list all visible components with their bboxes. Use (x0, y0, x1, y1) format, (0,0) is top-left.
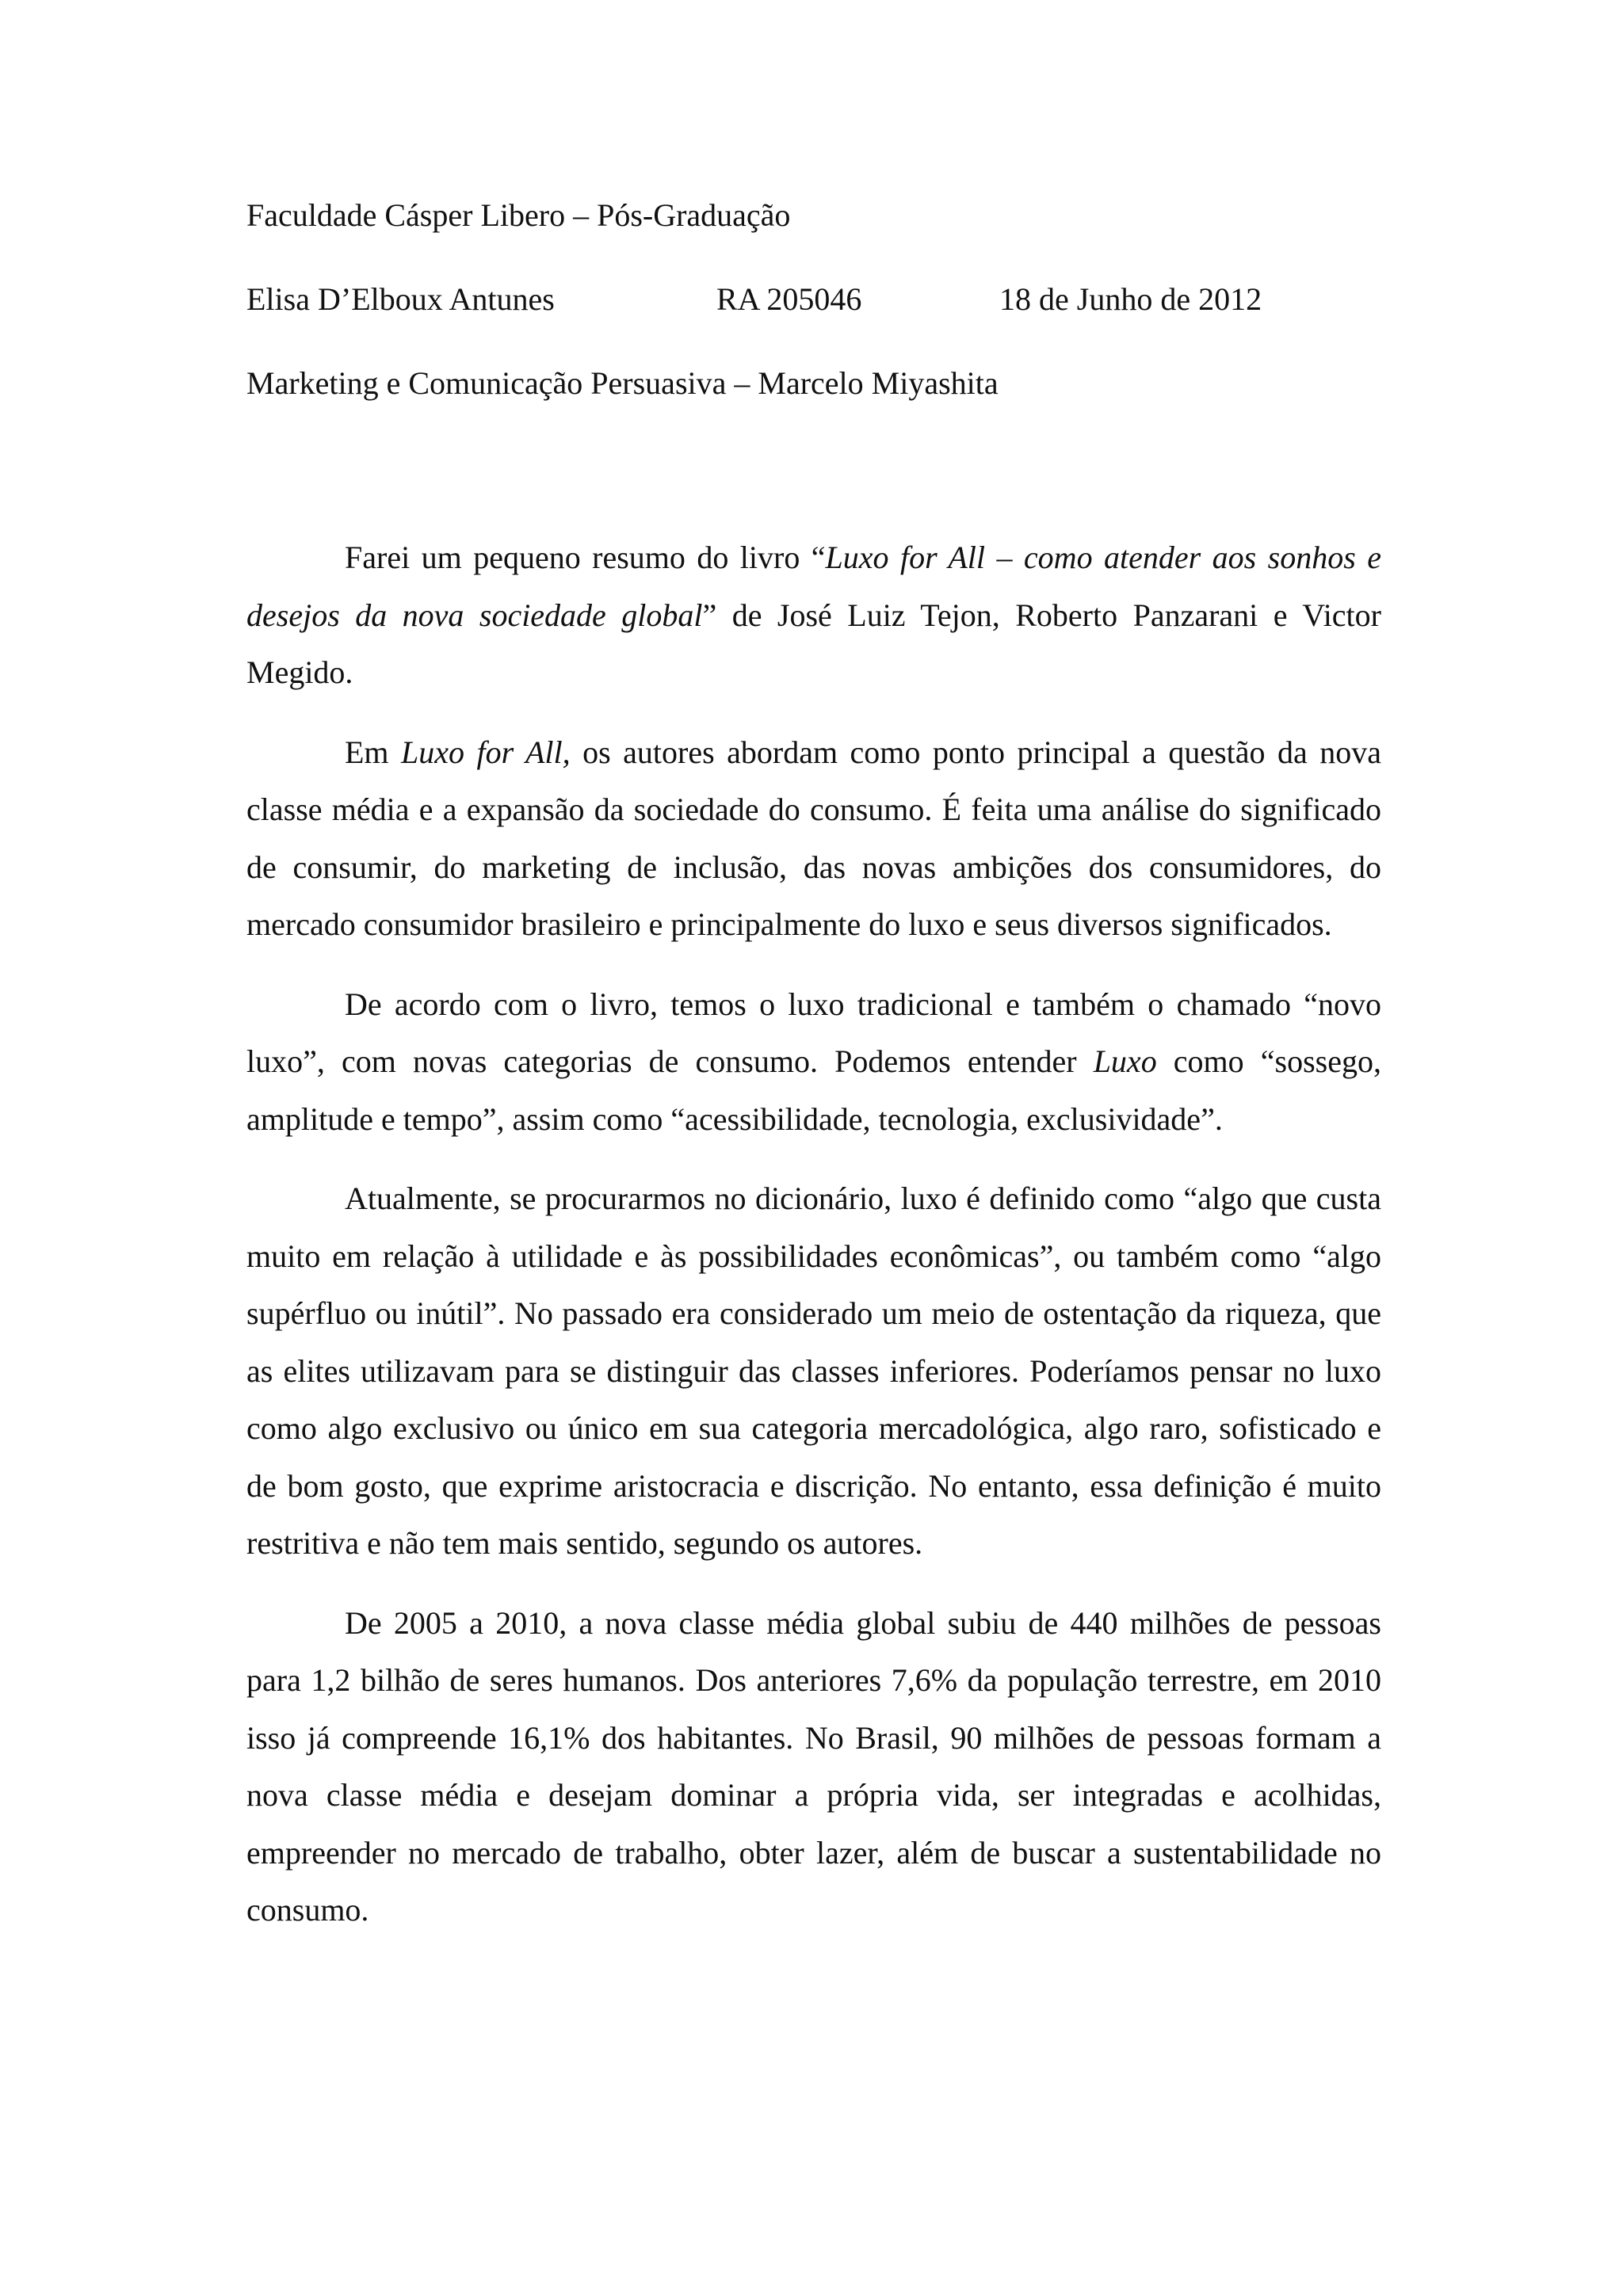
paragraph-text: como “sossego, amplitude e tempo”, assim como “acessibilidade, tecnologia, exclusividade”. (246, 1043, 1381, 1137)
author-name: Elisa D’Elboux Antunes (246, 281, 555, 317)
paragraph-text: ” de José Luiz Tejon, Roberto Panzarani e Victor Megido. (246, 597, 1381, 690)
paragraph-text: De 2005 a 2010, a nova classe média global subiu de 440 milhões de pessoas para 1,2 bilhão de seres humanos. Dos anteriores 7,6% da população terrestre, em 2010 isso já compreende 16,1% dos habitantes. No Brasil, 90 milhões de pessoas formam a nova classe média e desejam dominar a própria vida, ser integradas e acolhidas, empreender no mercado de trabalho, obter lazer, além de buscar a sustentabilidade no consumo. (246, 1604, 1381, 1928)
paragraph-intro (246, 529, 1381, 702)
course-line: Marketing e Comunicação Persuasiva – Marcelo Miyashita (246, 365, 999, 401)
book-title: Luxo for All, (401, 734, 571, 770)
paragraph-statistics (246, 1595, 1381, 1939)
institution-line: Faculdade Cásper Libero – Pós-Graduação (246, 197, 791, 233)
paragraph-text: os autores abordam como ponto principal a questão da nova classe média e a expansão da sociedade do consumo. É feita uma análise do significado de consumir, do marketing de inclusão, das novas ambições dos consumidores, do mercado consumidor brasileiro e principalmente do luxo e seus diversos significados. (246, 734, 1381, 942)
document-date: 18 de Junho de 2012 (999, 281, 1262, 317)
emphasized-term: Luxo (1093, 1043, 1157, 1079)
paragraph-text: De acordo com o livro, temos o luxo tradicional e também o chamado “novo luxo”, com novas categorias de consumo. Podemos entender (246, 986, 1381, 1079)
document-body (246, 529, 1381, 1962)
paragraph-definition (246, 1170, 1381, 1573)
paragraph-text: Atualmente, se procurarmos no dicionário, luxo é definido como “algo que custa muito em relação à utilidade e às possibilidades econômicas”, ou também como “algo supérfluo ou inútil”. No passado era considerado um meio de ostentação da riqueza, que as elites utilizavam para se distinguir das classes inferiores. Poderíamos pensar no luxo como algo exclusivo ou único em sua categoria mercadológica, algo raro, sofisticado e de bom gosto, que exprime aristocracia e discrição. No entanto, essa definição é muito restritiva e não tem mais sentido, segundo os autores. (246, 1180, 1381, 1561)
student-ra: RA 205046 (716, 281, 862, 317)
paragraph-text: Em (345, 734, 402, 770)
paragraph-new-luxury (246, 976, 1381, 1149)
paragraph-themes (246, 724, 1381, 954)
paragraph-text: Farei um pequeno resumo do livro “ (345, 540, 826, 575)
book-title: Luxo for All – como atender aos sonhos e desejos da nova sociedade global (246, 540, 1381, 633)
